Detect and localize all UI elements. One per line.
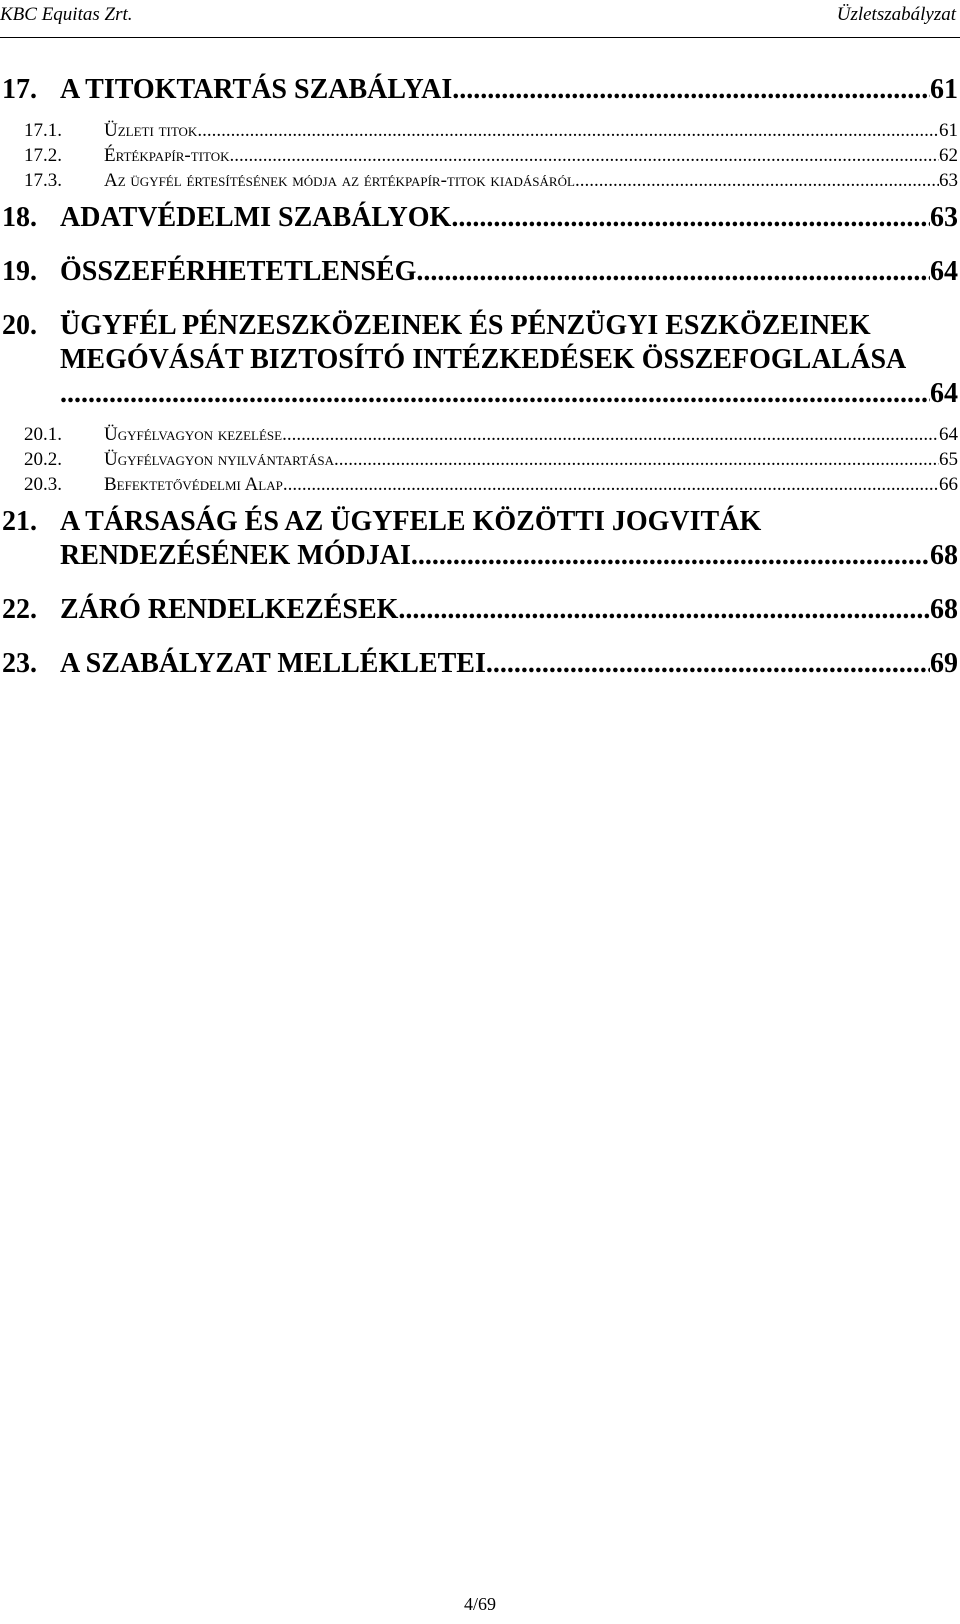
toc-entry-21[interactable] <box>2 506 958 572</box>
toc-entry-title-line-2: RENDEZÉSÉNEK MÓDJAI <box>60 540 411 571</box>
toc-leader-dots <box>398 594 930 626</box>
toc-leader-dots <box>451 202 930 234</box>
toc-entry-page: 63 <box>930 202 958 233</box>
toc-entry-20-3[interactable] <box>2 474 958 496</box>
toc-entry-title: Ügyfélvagyon nyilvántartása <box>104 449 334 470</box>
toc-entry-page: 65 <box>939 449 958 470</box>
toc-entry-title: ADATVÉDELMI SZABÁLYOK <box>60 202 452 233</box>
toc-entry-20-1[interactable] <box>2 424 958 446</box>
toc-entry-number: 22. <box>2 594 37 625</box>
toc-entry-17-3[interactable] <box>2 170 958 192</box>
toc-entry-number: 20.1. <box>24 424 62 445</box>
toc-entry-number: 20. <box>2 310 37 341</box>
toc-entry-title: A SZABÁLYZAT MELLÉKLETEI <box>60 648 486 679</box>
toc-entry-page: 68 <box>930 540 958 571</box>
toc-entry-page: 69 <box>930 648 958 679</box>
toc-entry-title: Az ügyfél értesítésének módja az értékpapír-titok kiadásáról <box>104 170 575 191</box>
toc-entry-title: Értékpapír-titok <box>104 145 230 166</box>
toc-entry-title: A TITOKTARTÁS SZABÁLYAI <box>60 74 453 105</box>
toc-entry-title-line-2: MEGÓVÁSÁT BIZTOSÍTÓ INTÉZKEDÉSEK ÖSSZEFOGLALÁSA <box>60 344 907 375</box>
toc-entry-20-2[interactable] <box>2 449 958 471</box>
toc-entry-page: 61 <box>930 74 958 105</box>
toc-entry-number: 23. <box>2 648 37 679</box>
toc-leader-dots <box>334 449 939 471</box>
toc-leader-dots <box>452 74 930 106</box>
toc-leader-dots <box>486 648 930 680</box>
header-company: KBC Equitas Zrt. <box>0 4 133 25</box>
toc-entry-17-1[interactable] <box>2 120 958 142</box>
toc-entry-page: 66 <box>939 474 958 495</box>
toc-entry-page: 61 <box>939 120 958 141</box>
toc-leader-dots <box>60 378 930 410</box>
toc-leader-dots <box>575 170 939 192</box>
page-number: 4/69 <box>463 1594 496 1614</box>
toc-entry-23[interactable] <box>2 648 958 680</box>
toc-entry-22[interactable] <box>2 594 958 626</box>
toc-leader-dots <box>230 145 939 167</box>
toc-entry-title-line-1: ÜGYFÉL PÉNZESZKÖZEINEK ÉS PÉNZÜGYI ESZKÖZEINEK <box>60 310 871 341</box>
toc-entry-17-2[interactable] <box>2 145 958 167</box>
toc-entry-number: 19. <box>2 256 37 287</box>
toc-entry-title: Befektetővédelmi Alap <box>104 474 283 495</box>
toc-entry-title: Üzleti titok <box>104 120 198 141</box>
toc-entry-page: 64 <box>930 378 958 409</box>
toc-entry-number: 21. <box>2 506 37 537</box>
toc-leader-dots <box>416 256 930 288</box>
toc-entry-number: 18. <box>2 202 37 233</box>
toc-entry-page: 68 <box>930 594 958 625</box>
toc-leader-dots <box>197 120 939 142</box>
toc-leader-dots <box>411 540 930 572</box>
toc-entry-number: 17.3. <box>24 170 62 191</box>
toc-entry-page: 64 <box>939 424 958 445</box>
toc-entry-page: 62 <box>939 145 958 166</box>
toc-leader-dots <box>282 424 939 446</box>
toc-entry-20[interactable] <box>2 310 958 410</box>
toc-entry-page: 63 <box>939 170 958 191</box>
toc-entry-title: Ügyfélvagyon kezelése <box>104 424 283 445</box>
toc-entry-page: 64 <box>930 256 958 287</box>
toc-entry-19[interactable] <box>2 256 958 288</box>
header-document-title: Üzletszabályzat <box>836 4 956 25</box>
toc-leader-dots <box>283 474 939 496</box>
toc-entry-number: 17. <box>2 74 37 105</box>
table-of-contents <box>2 74 958 680</box>
toc-entry-number: 17.2. <box>24 145 62 166</box>
toc-entry-number: 20.3. <box>24 474 62 495</box>
header-rule <box>0 37 960 38</box>
toc-entry-18[interactable] <box>2 202 958 234</box>
toc-entry-title: ZÁRÓ RENDELKEZÉSEK <box>60 594 399 625</box>
page-header <box>0 4 960 34</box>
toc-entry-17[interactable] <box>2 74 958 106</box>
toc-entry-number: 20.2. <box>24 449 62 470</box>
toc-entry-number: 17.1. <box>24 120 62 141</box>
toc-entry-title: ÖSSZEFÉRHETETLENSÉG <box>60 256 417 287</box>
toc-entry-title-line-1: A TÁRSASÁG ÉS AZ ÜGYFELE KÖZÖTTI JOGVITÁK <box>60 506 762 537</box>
